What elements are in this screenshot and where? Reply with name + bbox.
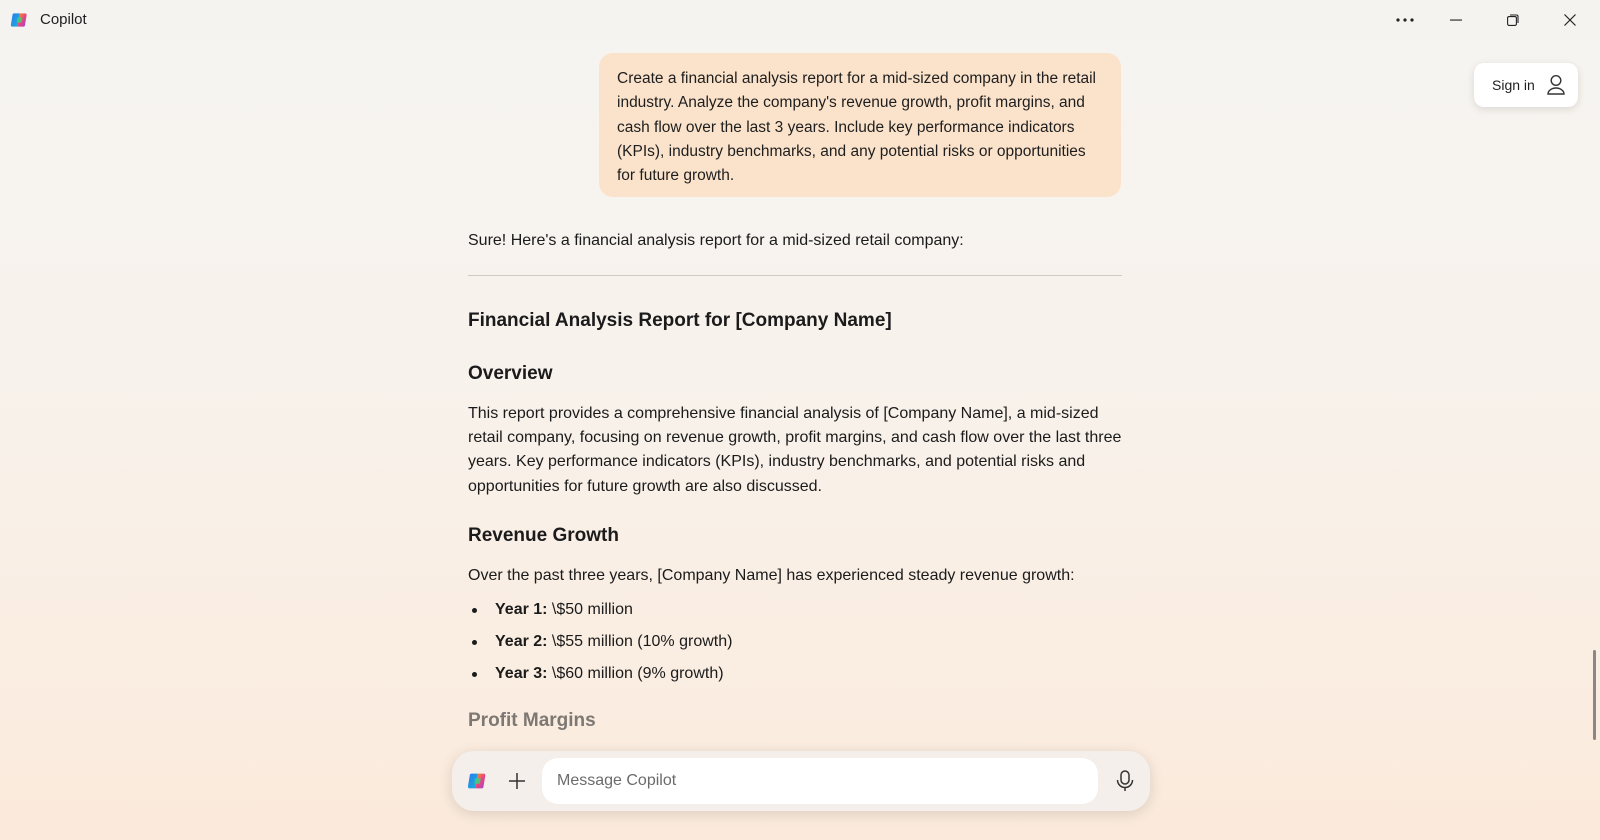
scrollbar-thumb[interactable] xyxy=(1593,650,1596,740)
microphone-icon xyxy=(1115,770,1135,792)
sign-in-label: Sign in xyxy=(1492,77,1535,93)
revenue-growth-heading: Revenue Growth xyxy=(468,525,619,546)
minimize-icon xyxy=(1450,19,1462,21)
more-icon xyxy=(1396,18,1414,22)
response-intro: Sure! Here's a financial analysis report for a mid-sized retail company: xyxy=(468,232,964,249)
person-icon xyxy=(1546,74,1566,96)
list-item-label: Year 1: xyxy=(495,601,548,618)
user-message-bubble xyxy=(599,53,1121,197)
message-composer xyxy=(452,751,1150,811)
restore-button[interactable] xyxy=(1490,0,1536,40)
restore-icon xyxy=(1507,14,1519,26)
list-item-label: Year 3: xyxy=(495,665,548,682)
sign-in-button[interactable] xyxy=(1474,63,1578,107)
list-item-value: \$60 million (9% growth) xyxy=(547,665,724,682)
more-options-button[interactable] xyxy=(1382,0,1428,40)
report-title: Financial Analysis Report for [Company Name] xyxy=(468,310,892,331)
list-item-value: \$50 million xyxy=(547,601,633,618)
divider xyxy=(468,275,1122,276)
microphone-button[interactable] xyxy=(1110,766,1140,796)
list-item xyxy=(468,598,732,630)
list-item xyxy=(468,630,732,662)
plus-icon xyxy=(508,772,526,790)
copilot-logo-icon[interactable] xyxy=(467,770,489,792)
revenue-list xyxy=(468,598,732,694)
list-item-label: Year 2: xyxy=(495,633,548,650)
title-bar xyxy=(0,0,1600,40)
app-title: Copilot xyxy=(40,11,87,28)
copilot-logo-icon xyxy=(10,10,30,30)
close-button[interactable] xyxy=(1547,0,1593,40)
user-message-text: Create a financial analysis report for a mid-sized company in the retail industry. Analyze the company's revenue growth, profit margins, and cash flow over the last 3 years. Include key performance indicators (KPIs), industry benchmarks, and any potential risks or opportunities for future growth. xyxy=(617,70,1097,185)
message-input[interactable] xyxy=(542,758,1098,804)
minimize-button[interactable] xyxy=(1433,0,1479,40)
close-icon xyxy=(1564,14,1576,26)
revenue-growth-paragraph: Over the past three years, [Company Name] has experienced steady revenue growth: xyxy=(468,567,1075,584)
profit-margins-heading: Profit Margins xyxy=(468,710,596,731)
overview-heading: Overview xyxy=(468,363,553,384)
list-item-value: \$55 million (10% growth) xyxy=(547,633,733,650)
list-item xyxy=(468,662,732,694)
overview-paragraph: This report provides a comprehensive financial analysis of [Company Name], a mid-sized retail company, focusing on revenue growth, profit margins, and cash flow over the last three years. Key performance indicators (KPIs), industry benchmarks, and potential risks and opportunities for future growth are also discussed. xyxy=(468,405,1122,495)
add-attachment-button[interactable] xyxy=(502,766,532,796)
